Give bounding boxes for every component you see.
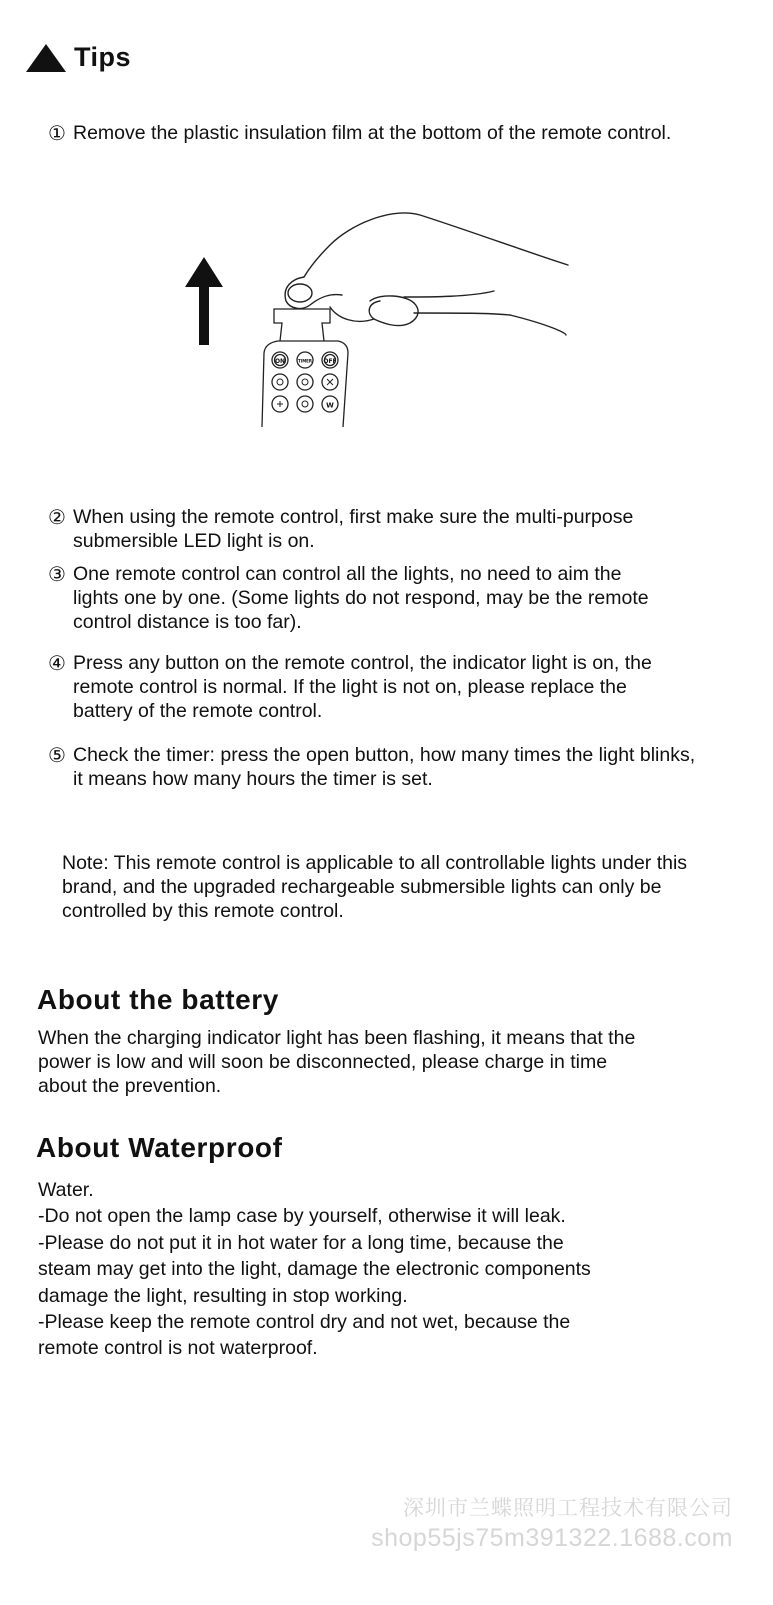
hand-drawing xyxy=(285,213,568,335)
remote-button-w: W xyxy=(326,401,334,410)
tip-number: ④ xyxy=(48,651,66,675)
waterproof-section-title: About Waterproof xyxy=(36,1132,283,1163)
tips-title: Tips xyxy=(74,42,132,72)
remote-button-timer: TIMER xyxy=(297,358,313,364)
waterproof-section-body: Water. -Do not open the lamp case by yourself, otherwise it will leak. -Please do not put it in hot water for a long time, because the steam may get into the light, damage the electronic components damage the light, resulting in stop working. -Please keep the remote control dry and not wet, because the remote control is not waterproof. xyxy=(38,1179,591,1360)
watermark-shop-url: shop55js75m391322.1688.com xyxy=(371,1524,733,1552)
remote-button-on: ON xyxy=(274,358,286,365)
tip-number: ⑤ xyxy=(48,743,66,767)
battery-section-title: About the battery xyxy=(37,984,279,1015)
tip-item-5 xyxy=(48,743,695,791)
tips-note: Note: This remote control is applicable to all controllable lights under this brand, and the upgraded rechargeable submersible lights can only be controlled by this remote control. xyxy=(62,852,688,922)
tip-text: One remote control can control all the lights, no need to aim the lights one by one. (Some lights do not respond, may be the remote control distance is too far). xyxy=(73,563,649,633)
tip-text: When using the remote control, first make sure the multi-purpose submersible LED light is on. xyxy=(73,506,634,552)
tip-item-4 xyxy=(48,651,652,723)
tip-item-2 xyxy=(48,505,633,553)
tips-header xyxy=(26,42,131,73)
tip-text: Press any button on the remote control, the indicator light is on, the remote control is normal. If the light is not on, please replace the battery of the remote control. xyxy=(73,652,652,722)
tip-number: ② xyxy=(48,505,66,529)
tip-text: Remove the plastic insulation film at the bottom of the remote control. xyxy=(73,122,672,144)
tip-number: ① xyxy=(48,121,66,145)
tip-text: Check the timer: press the open button, how many times the light blinks, it means how many hours the timer is set. xyxy=(73,744,696,790)
remote-control-drawing xyxy=(262,309,348,427)
battery-section-body: When the charging indicator light has been flashing, it means that the power is low and will soon be disconnected, please charge in time about the prevention. xyxy=(38,1027,636,1097)
warning-triangle-icon xyxy=(26,44,66,72)
remote-film-removal-illustration xyxy=(170,205,590,435)
watermark-company: 深圳市兰蝶照明工程技术有限公司 xyxy=(403,1497,733,1520)
up-arrow-icon xyxy=(185,257,223,345)
tip-item-1 xyxy=(48,121,671,145)
remote-button-off: OFF xyxy=(323,358,337,365)
tip-number: ③ xyxy=(48,562,66,586)
tip-item-3 xyxy=(48,562,649,634)
